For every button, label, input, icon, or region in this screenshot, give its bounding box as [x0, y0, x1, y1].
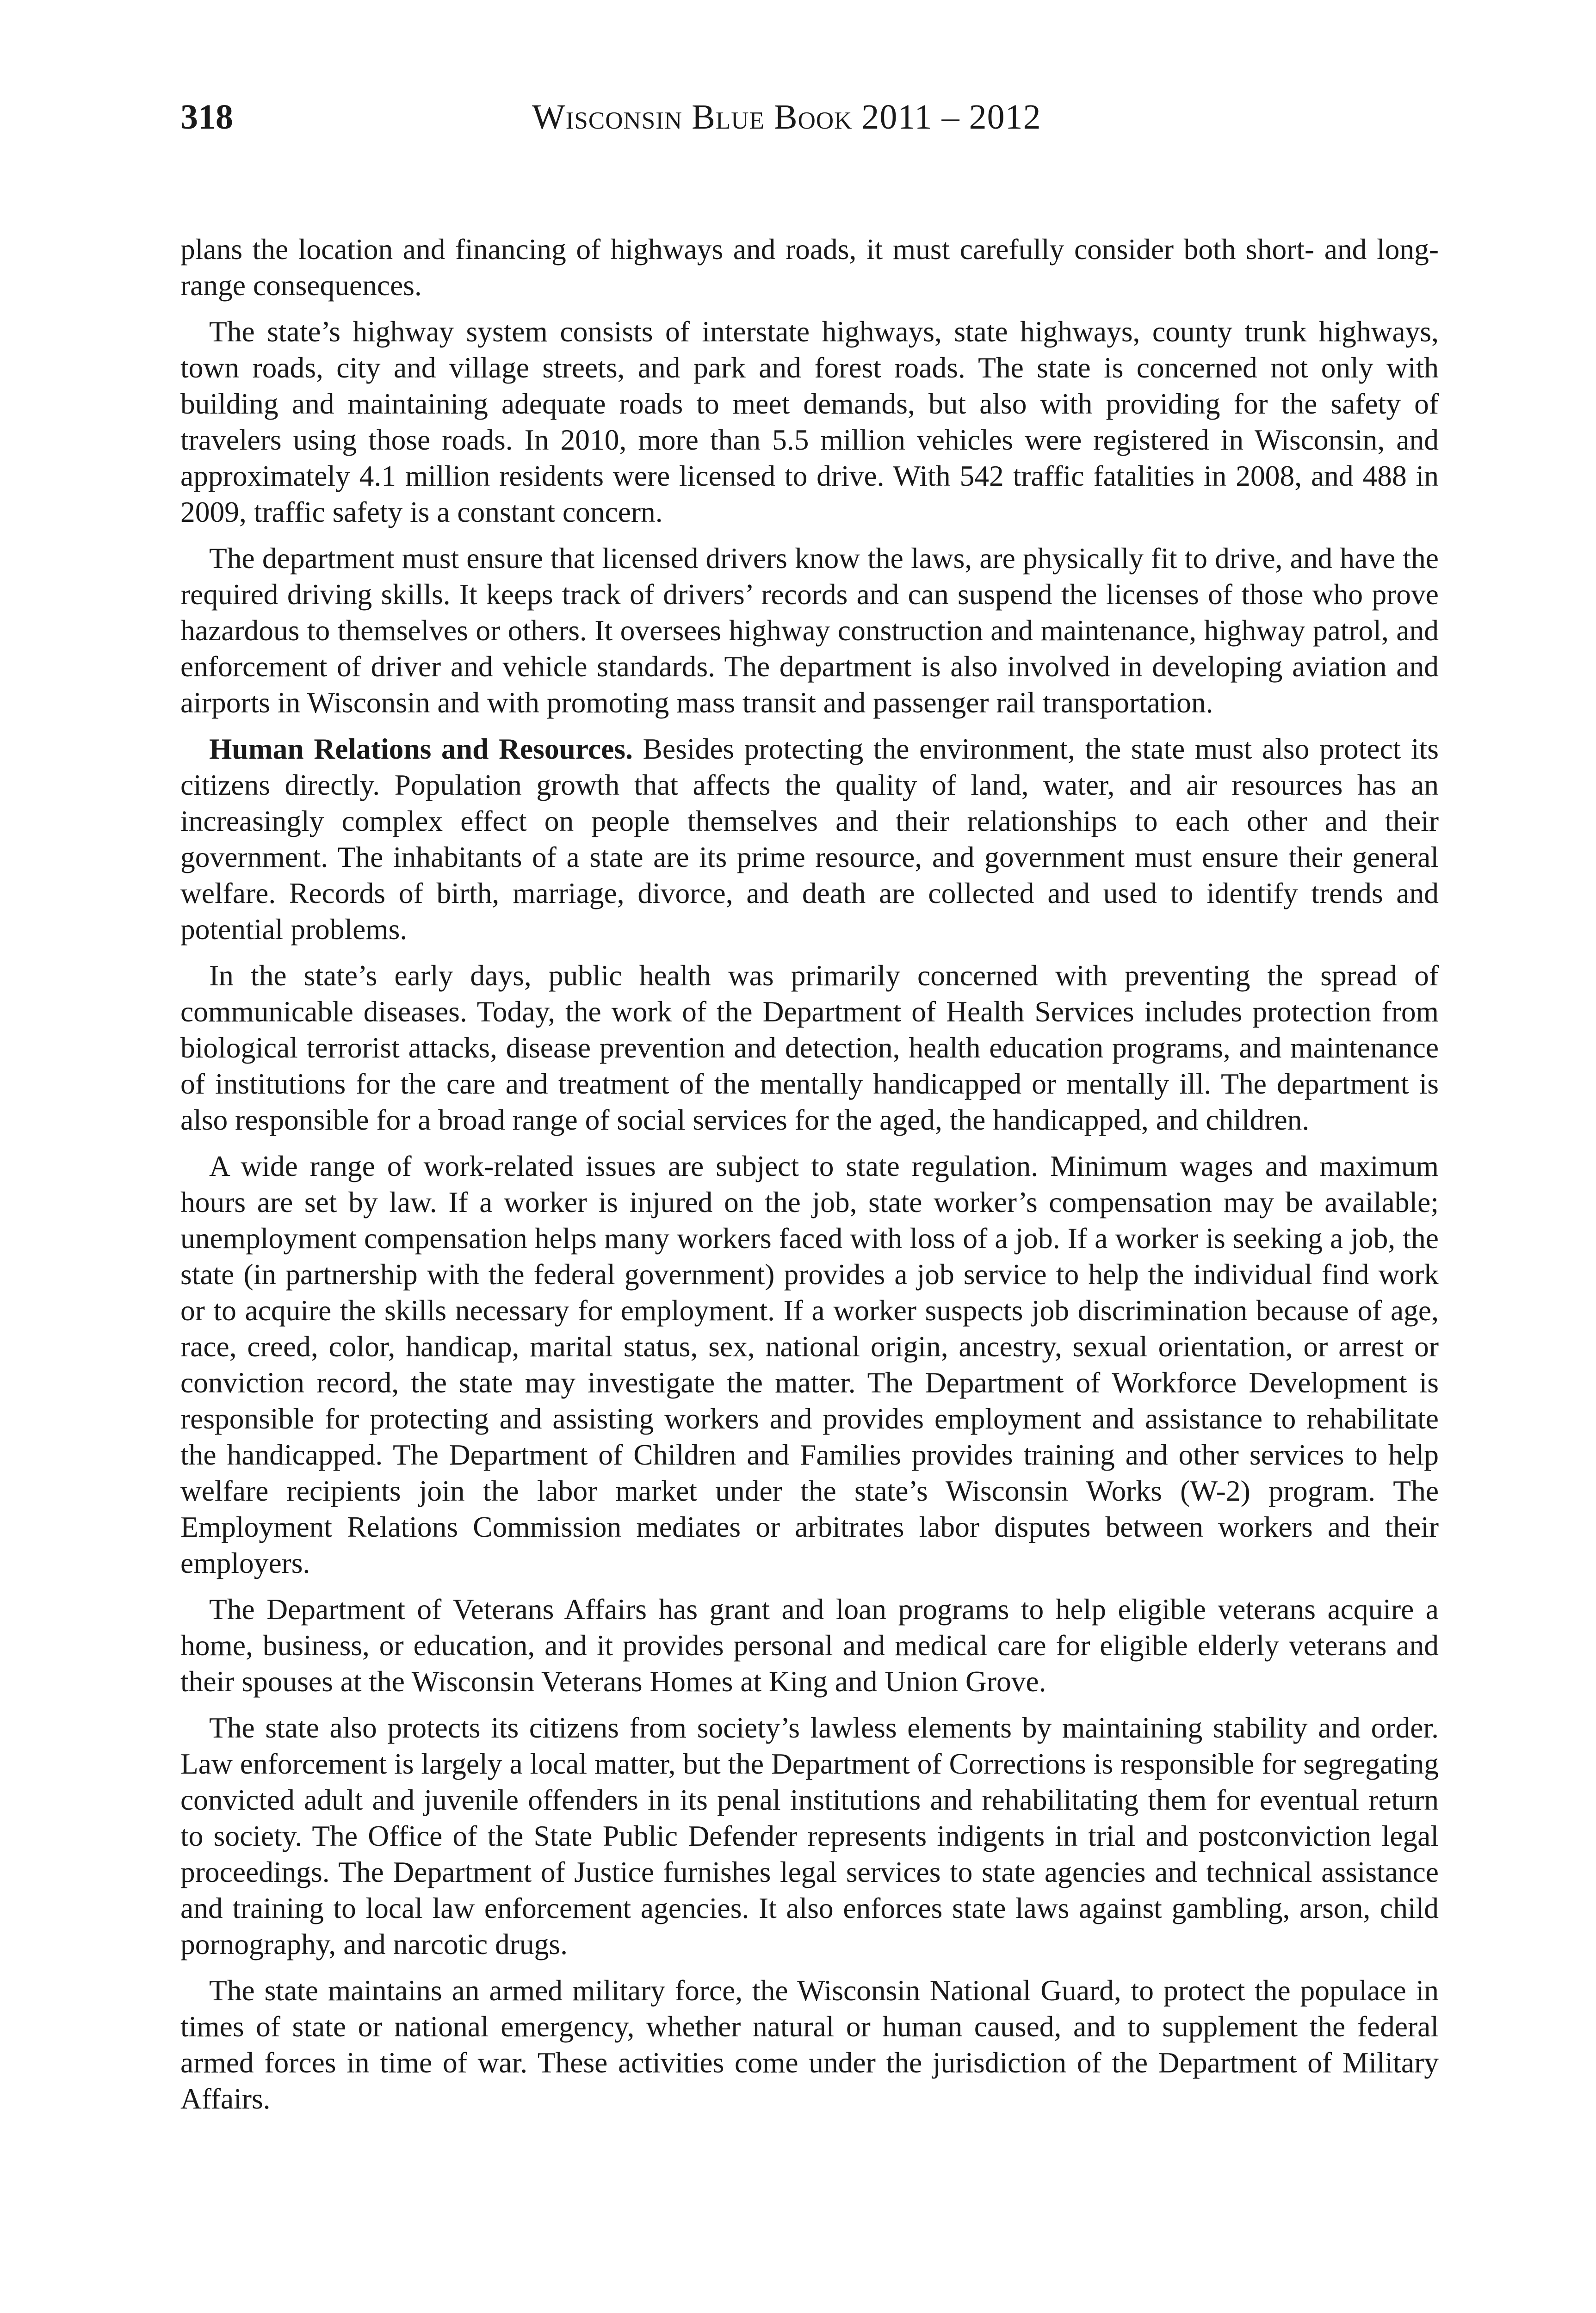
paragraph-work-related-issues: A wide range of work-related issues are subject to state regulation. Minimum wages and maximum hours are set by law. If a worker is injured on the job, state worker’s compensation may be available; unemployment compensation helps many workers faced with loss of a job. If a worker is seeking a job, the state (in partnership with the federal government) provides a job service to help the individual find work or to acquire the skills necessary for employment. If a worker suspects job discrimination because of age, race, creed, color, handicap, marital status, sex, national origin, ancestry, sexual orientation, or arrest or conviction record, the state may investigate the matter. The Department of Workforce Development is responsible for protecting and assisting workers and provides employment and assistance to rehabilitate the handicapped. The Department of Children and Families provides training and other services to help welfare recipients join the labor market under the state’s Wisconsin Works (W-2) program. The Employment Relations Commission mediates or arbitrates labor disputes between workers and their employers. [180, 1150, 1439, 1579]
page-header [180, 96, 1439, 138]
page-number: 318 [180, 98, 233, 136]
run-in-heading: Human Relations and Resources. [209, 732, 633, 765]
paragraph-human-relations-text: Besides protecting the environment, the state must also protect its citizens directly. Population growth that affects the quality of land, water, and air resources has an increasingly complex effect on people themselves and their relationships to each other and their government. The inhabitants of a state are its prime resource, and government must ensure their general welfare. Records of birth, marriage, divorce, and death are collected and used to identify trends and potential problems. [180, 732, 1439, 946]
paragraph-public-health: In the state’s early days, public health was primarily concerned with preventing the spread of communicable diseases. Today, the work of the Department of Health Services includes protection from biological terrorist attacks, disease prevention and detection, health education programs, and maintenance of institutions for the care and treatment of the mentally handicapped or mentally ill. The department is also responsible for a broad range of social services for the aged, the handicapped, and children. [180, 959, 1439, 1136]
body-text [180, 231, 1439, 2127]
paragraph-highway-system: The state’s highway system consists of interstate highways, state highways, county trunk highways, town roads, city and village streets, and park and forest roads. The state is concerned not only with building and maintaining adequate roads to meet demands, but also with providing for the safety of travelers using those roads. In 2010, more than 5.5 million vehicles were registered in Wisconsin, and approximately 4.1 million residents were licensed to drive. With 542 traffic fatalities in 2008, and 488 in 2009, traffic safety is a constant concern. [180, 315, 1439, 528]
running-title: Wisconsin Blue Book 2011 – 2012 [532, 98, 1041, 136]
paragraph-driver-licensing: The department must ensure that licensed drivers know the laws, are physically fit to drive, and have the required driving skills. It keeps track of drivers’ records and can suspend the licenses of those who prove hazardous to themselves or others. It oversees highway construction and maintenance, highway patrol, and enforcement of driver and vehicle standards. The department is also involved in developing aviation and airports in Wisconsin and with promoting mass transit and passenger rail transportation. [180, 542, 1439, 719]
paragraph-human-relations [180, 731, 1439, 947]
paragraph-law-enforcement: The state also protects its citizens from society’s lawless elements by maintaining stability and order. Law enforcement is largely a local matter, but the Department of Corrections is responsible for segregating convicted adult and juvenile offenders in its penal institutions and rehabilitating them for eventual return to society. The Office of the State Public Defender represents indigents in trial and postconviction legal proceedings. The Department of Justice furnishes legal services to state agencies and technical assistance and training to local law enforcement agencies. It also enforces state laws against gambling, arson, child pornography, and narcotic drugs. [180, 1711, 1439, 1960]
paragraph-veterans-affairs: The Department of Veterans Affairs has grant and loan programs to help eligible veterans acquire a home, business, or education, and it provides personal and medical care for eligible elderly veterans and their spouses at the Wisconsin Veterans Homes at King and Union Grove. [180, 1593, 1439, 1698]
paragraph-highways-planning: plans the location and financing of highways and roads, it must carefully consider both short- and long-range consequences. [180, 233, 1439, 302]
paragraph-national-guard: The state maintains an armed military force, the Wisconsin National Guard, to protect the populace in times of state or national emergency, whether natural or human caused, and to supplement the federal armed forces in time of war. These activities come under the jurisdiction of the Department of Military Affairs. [180, 1974, 1439, 2115]
